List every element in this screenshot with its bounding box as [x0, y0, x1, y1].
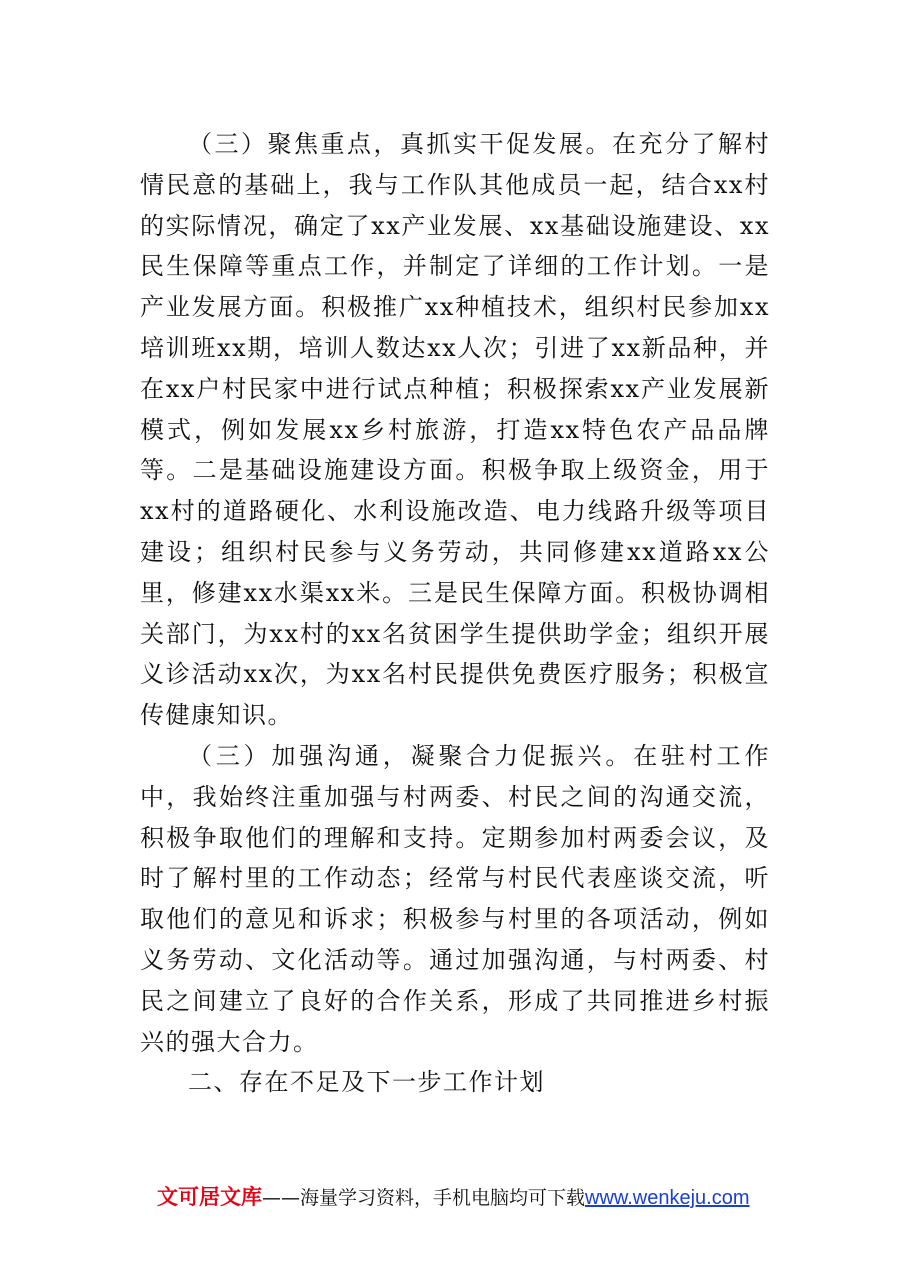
footer-link[interactable]: www.wenkeju.com	[585, 1187, 750, 1209]
document-body	[140, 124, 770, 1103]
footer-banner	[157, 1182, 750, 1212]
section-heading: 二、存在不足及下一步工作计划	[188, 1068, 545, 1097]
footer-tagline: ——海量学习资料，手机电脑均可下载	[262, 1187, 586, 1209]
footer-brand: 文可居文库	[157, 1185, 262, 1209]
paragraph-focus-development: （三）聚焦重点，真抓实干促发展。在充分了解村情民意的基础上，我与工作队其他成员一起，结合xx村的实际情况，确定了xx产业发展、xx基础设施建设、xx民生保障等重点工作，并制定了详细的工作计划。一是产业发展方面。积极推广xx种植技术，组织村民参加xx培训班xx期，培训人数达xx人次；引进了xx新品种，并在xx户村民家中进行试点种植；积极探索xx产业发展新模式，例如发展xx乡村旅游，打造xx特色农产品品牌等。二是基础设施建设方面。积极争取上级资金，用于xx村的道路硬化、水利设施改造、电力线路升级等项目建设；组织村民参与义务劳动，共同修建xx道路xx公里，修建xx水渠xx米。三是民生保障方面。积极协调相关部门，为xx村的xx名贫困学生提供助学金；组织开展义诊活动xx次，为xx名村民提供免费医疗服务；积极宣传健康知识。	[140, 130, 770, 730]
paragraph-strengthen-communication: （三）加强沟通，凝聚合力促振兴。在驻村工作中，我始终注重加强与村两委、村民之间的沟通交流，积极争取他们的理解和支持。定期参加村两委会议，及时了解村里的工作动态；经常与村民代表座谈交流，听取他们的意见和诉求；积极参与村里的各项活动，例如义务劳动、文化活动等。通过加强沟通，与村两委、村民之间建立了良好的合作关系，形成了共同推进乡村振兴的强大合力。	[140, 741, 770, 1056]
